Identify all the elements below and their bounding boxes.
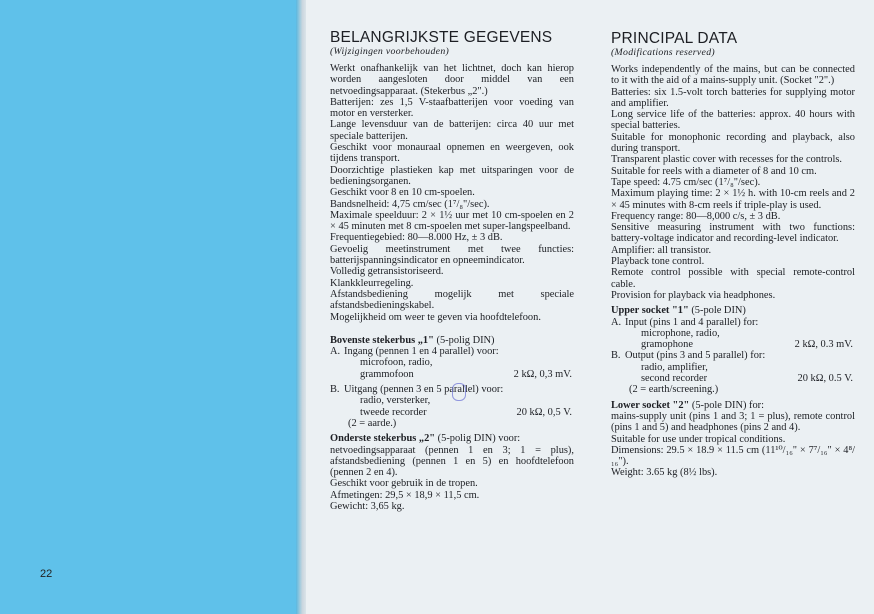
dutch-upper-a-line2-label: grammofoon	[360, 368, 414, 380]
dutch-upper-a-line2	[360, 369, 572, 380]
english-paragraph: Amplifier: all transistor.	[611, 244, 712, 256]
english-subtitle: (Modifications reserved)	[611, 47, 715, 58]
english-upper-socket-heading	[611, 305, 855, 316]
dutch-upper-b-text: Uitgang (pennen 3 en 5 parallel) voor:	[344, 384, 504, 396]
dutch-lower-paragraph: Gewicht: 3,65 kg.	[330, 500, 405, 512]
english-paragraph: Sensitive measuring instrument with two functions: battery-voltage indicator and recording-level indicator.	[611, 222, 855, 245]
english-upper-a-line2-label: gramophone	[641, 339, 693, 351]
dutch-upper-earth: (2 = aarde.)	[348, 417, 397, 429]
dutch-upper-socket-note: (5-polig DIN)	[433, 334, 495, 346]
dutch-upper-b-line2-value: 20 kΩ, 0,5 V.	[516, 406, 572, 418]
dutch-lower-socket-heading	[330, 433, 574, 444]
dutch-upper-socket-title: Bovenste stekerbus „1"	[330, 334, 434, 346]
dutch-upper-a-text: Ingang (pennen 1 en 4 parallel) voor:	[344, 346, 499, 358]
dutch-paragraph: Afstandsbediening mogelijk met speciale afstandsbedieningskabel.	[330, 288, 574, 312]
english-paragraph: Batteries: six 1.5-volt torch batteries for supplying motor and amplifier.	[611, 86, 855, 109]
english-paragraph: Suitable for monophonic recording and playback, also during transport.	[611, 131, 855, 155]
dutch-paragraph: Volledig getransistoriseerd.	[330, 266, 444, 278]
english-upper-socket-note: (5-pole DIN)	[688, 305, 746, 317]
dutch-paragraph: Werkt onafhankelijk van het lichtnet, doch kan hierop worden aangesloten door middel van een netvoedingsapparaat. (Stekerbus „2".)	[330, 63, 574, 97]
dutch-upper-b-line2	[360, 407, 572, 418]
english-paragraph: Provision for playback via headphones.	[611, 289, 776, 301]
english-upper-a-index: A.	[611, 316, 622, 328]
english-paragraph: Tape speed: 4.75 cm/sec (1⁷/₈"/sec).	[611, 176, 761, 188]
english-upper-b-line2-value: 20 kΩ, 0.5 V.	[797, 373, 853, 385]
dutch-lower-paragraph: netvoedingsapparaat (pennen 1 en 3; 1 = plus), afstandsbediening (pennen 1 en 5) en hoofdtelefoon (pennen 2 en 4).	[330, 444, 574, 479]
dutch-upper-a-index: A.	[330, 346, 341, 358]
english-upper-a-line1: microphone, radio,	[641, 327, 720, 339]
english-lower-paragraph: Suitable for use under tropical conditions.	[611, 433, 786, 445]
dutch-subtitle: (Wijzigingen voorbehouden)	[330, 46, 450, 57]
english-upper-earth: (2 = earth/screening.)	[629, 384, 719, 396]
english-upper-b-line1: radio, amplifier,	[641, 361, 708, 373]
dutch-upper-socket-heading	[330, 335, 574, 346]
english-paragraph: Playback tone control.	[611, 256, 705, 268]
dutch-lower-paragraph: Geschikt voor gebruik in de tropen.	[330, 478, 478, 490]
pen-circle-annotation	[452, 383, 466, 401]
english-lower-socket-note: (5-pole DIN) for:	[689, 399, 765, 411]
dutch-column	[322, 29, 574, 512]
english-column	[603, 30, 855, 479]
english-lower-paragraph: Dimensions: 29.5 × 18.9 × 11.5 cm (11¹⁰/₁₆" × 7⁷/₁₆" × 4⁸/₁₆").	[611, 444, 855, 468]
english-paragraph: Long service life of the batteries: approx. 40 hours with special batteries.	[611, 109, 855, 132]
dutch-paragraph: Geschikt voor 8 en 10 cm-spoelen.	[330, 187, 475, 199]
dutch-upper-b-index: B.	[330, 384, 340, 396]
english-upper-a-line2-value: 2 kΩ, 0.3 mV.	[794, 339, 853, 351]
dutch-upper-a-line2-value: 2 kΩ, 0,3 mV.	[513, 368, 572, 380]
english-paragraph: Transparent plastic cover with recesses for the controls.	[611, 154, 843, 166]
dutch-lower-socket-title: Onderste stekerbus „2"	[330, 433, 436, 445]
page-number: 22	[40, 568, 53, 580]
english-upper-b-text: Output (pins 3 and 5 parallel) for:	[625, 350, 766, 362]
dutch-paragraph: Mogelijkheid om weer te geven via hoofdtelefoon.	[330, 311, 541, 323]
dutch-upper-b	[322, 384, 574, 395]
dutch-paragraph: Doorzichtige plastieken kap met uitsparingen voor de bedieningsorganen.	[330, 164, 574, 187]
english-upper-b	[603, 350, 855, 361]
english-lower-socket-title: Lower socket "2"	[611, 399, 690, 411]
english-paragraph: Works independently of the mains, but can be connected to it with the aid of a mains-supply unit. (Socket "2".)	[611, 64, 855, 87]
dutch-upper-b-line2-label: tweede recorder	[360, 406, 427, 418]
dutch-paragraph: Geschikt voor monauraal opnemen en weergeven, ook tijdens transport.	[330, 142, 574, 165]
english-paragraph: Maximum playing time: 2 × 1½ h. with 10-cm reels and 2 × 45 minutes with 8-cm reels if triple-play is used.	[611, 188, 855, 211]
dutch-paragraph: Klankkleurregeling.	[330, 277, 414, 289]
dutch-paragraph: Bandsnelheid: 4,75 cm/sec (1⁷/₈"/sec).	[330, 198, 490, 210]
dutch-paragraph: Frequentiegebied: 80—8.000 Hz, ± 3 dB.	[330, 232, 503, 244]
english-upper-b-line2	[641, 373, 853, 384]
dutch-paragraph: Gevoelig meetinstrument met twee functies: batterijspanningsindicator en opneemindicator.	[330, 243, 574, 267]
english-lower-socket-heading	[611, 400, 855, 411]
dutch-title: BELANGRIJKSTE GEGEVENS	[330, 29, 553, 46]
english-paragraph: Remote control possible with special remote-control cable.	[611, 267, 855, 290]
dutch-paragraph: Maximale speelduur: 2 × 1½ uur met 10 cm-spoelen en 2 × 45 minuten met 8 cm-spoelen met super-langspeelband.	[330, 209, 574, 233]
english-paragraph: Frequency range: 80—8,000 c/s, ± 3 dB.	[611, 210, 781, 222]
dutch-upper-a-line1: microfoon, radio,	[360, 357, 433, 369]
dutch-paragraph: Batterijen: zes 1,5 V-staafbatterijen voor voeding van motor en versterker.	[330, 96, 574, 120]
dutch-upper-a	[322, 346, 574, 357]
dutch-upper-b-line1: radio, versterker,	[360, 395, 431, 407]
english-upper-b-index: B.	[611, 350, 621, 362]
left-page-cover	[0, 0, 302, 614]
dutch-lower-socket-note: (5-polig DIN) voor:	[435, 433, 521, 445]
english-lower-paragraph: Weight: 3.65 kg (8½ lbs).	[611, 467, 718, 479]
dutch-paragraph: Lange levensduur van de batterijen: circa 40 uur met speciale batterijen.	[330, 119, 574, 142]
dutch-lower-paragraph: Afmetingen: 29,5 × 18,9 × 11,5 cm.	[330, 489, 480, 501]
english-upper-a	[603, 317, 855, 328]
english-upper-a-line2	[641, 339, 853, 350]
english-upper-socket-title: Upper socket "1"	[611, 305, 689, 317]
english-paragraph: Suitable for reels with a diameter of 8 and 10 cm.	[611, 165, 817, 177]
english-title: PRINCIPAL DATA	[611, 30, 738, 47]
english-upper-a-text: Input (pins 1 and 4 parallel) for:	[625, 316, 759, 328]
english-lower-paragraph: mains-supply unit (pins 1 and 3; 1 = plus), remote control (pins 1 and 5) and headphones (pins 2 and 4).	[611, 410, 855, 434]
english-upper-b-line2-label: second recorder	[641, 373, 708, 385]
